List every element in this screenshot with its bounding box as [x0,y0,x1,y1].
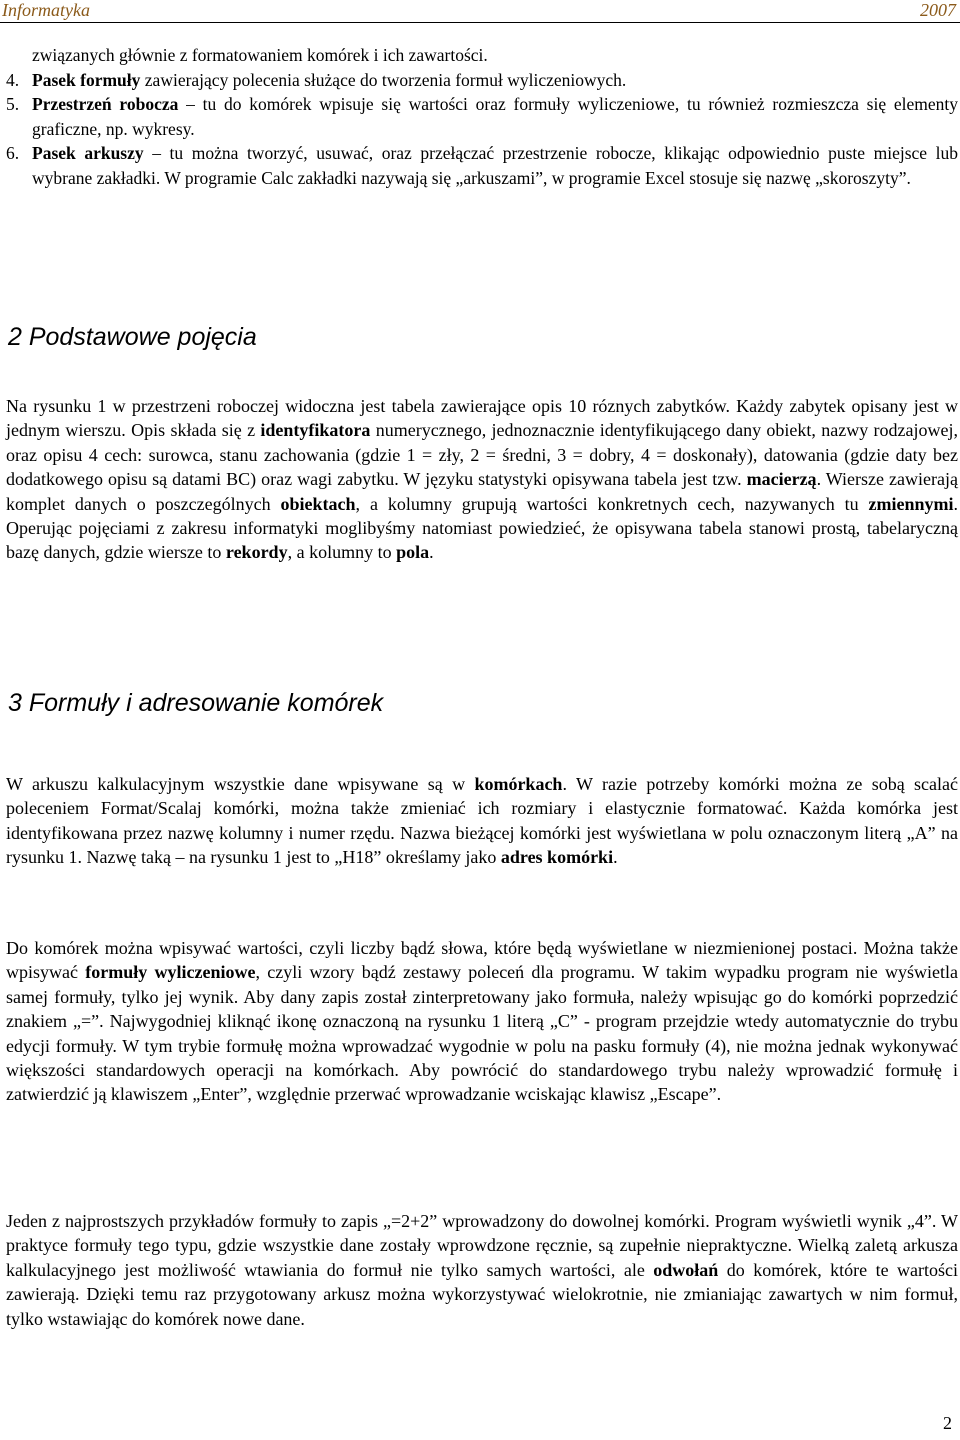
list-item-description: – tu do komórek wpisuje się wartości oraz formuły wyliczeniowe, tu również rozmieszcza się elementy graficzne, np. wykresy. [32,94,958,139]
list-item-description: zawierający polecenia służące do tworzenia formuł wyliczeniowych. [140,69,627,90]
header-year: 2007 [920,0,956,20]
text-run: Jeden z najprostszych przykładów formuły to zapis „=2+2” wprowadzony do dowolnej komórki. Program wyświetli wynik „4”. W praktyce formuły tego typu, gdzie wszystkie dane zostały wprowdzone ręcznie, są zupełnie niepraktyczne. Wielką zaletą arkusza kalkulacyjnego jest możliwość wtawiania do formuł nie tylko samych wartości, ale [6,1211,958,1280]
bold-term: macierzą [746,469,817,490]
section-3-paragraph-1 [6,772,958,870]
text-run: , a kolumny to [287,542,397,563]
list-item-term: Przestrzeń robocza [32,94,179,114]
header-subject: Informatyka [2,0,90,20]
bold-term: pola [396,542,430,563]
text-run: , czyli wzory bądź zestawy poleceń dla programu. W takim wypadku program nie wyświetla samej formuły, tylko jej wynik. Aby dany zapis został zinterpretowany jako formuła, należy wpisując go do komórki poprzedzić znakiem „=”. Najwygodniej kliknąć ikonę oznaczoną na rysunku 1 literą „C” - program przejdzie wtedy automatycznie do trybu edycji formuły. W tym trybie formułę można wprowadzać wygodnie w polu na pasku formuły (4), nie można jednak wykonywać większości standardowych operacji na komórkach. Aby powrócić do standardowego trybu należy wprowadzić formułę i zatwierdzić ją klawiszem „Enter”, względnie przerwać wprowadzanie wciskając klawisz „Escape”. [6,962,959,1105]
text-run: . W razie potrzeby komórki można ze sobą scalać poleceniem Format/Scalaj komórki, można także zmieniać ich rozmiary i elastycznie formatować. Każda komórka jest identyfikowana przez nazwę kolumny i numer rzędu. Nazwa bieżącej komórki jest wyświetlana w polu oznaczonym literą „A” na rysunku 1. Nazwę taką – na rysunku 1 jest to „H18” określamy jako [6,774,959,868]
page-number: 2 [943,1413,952,1433]
numbered-list [6,43,958,190]
section-2-heading: 2 Podstawowe pojęcia [8,323,257,351]
text-run: . [613,847,618,868]
text-run: . Wiersze zawierają komplet danych o poszczególnych [6,469,958,514]
list-item-number: 6. [6,143,20,163]
text-run: numerycznego, jednoznacznie identyfikującego dany obiekt, nazwy rodzajowej, oraz opisu 4 cech: surowca, stanu zachowania (gdzie 1 = zły, 2 = średni, 3 = dobry, 4 = doskonały), datowania (gdzie daty bez dodatkowego opisu są datami BC) oraz wagi zabytku. W języku statystyki opisywana tabela jest tzw. [6,420,958,490]
section-3-paragraph-3 [6,1209,958,1331]
bold-term: odwołań [653,1259,719,1280]
text-run: Do komórek można wpisywać wartości, czyli liczby bądź słowa, które będą wyświetlane w niezmienionej postaci. Można także wpisywać [6,938,958,983]
section-2-paragraph [6,394,958,565]
bold-term: identyfikatora [260,420,371,441]
list-item [6,68,958,93]
section-3-paragraph-2 [6,936,958,1107]
list-item-number: 4. [6,69,20,90]
list-item-description: – tu można tworzyć, usuwać, oraz przełączać przestrzenie robocze, klikając odpowiednio puste miejsce lub wybrane zakładki. W programie Calc zakładki nazywają się „arkuszami”, w programie Excel stosuje się nazwę „skoroszyty”. [32,143,959,188]
text-run: W arkuszu kalkulacyjnym wszystkie dane wpisywane są w [6,774,475,794]
list-item-text [32,68,958,93]
bold-term: komórkach [474,774,563,794]
list-item-term: Pasek formuły [32,69,141,90]
list-continuation: związanych głównie z formatowaniem komórek i ich zawartości. [32,45,488,65]
list-item [6,92,958,141]
bold-term: formuły wyliczeniowe [85,962,256,983]
text-run: Na rysunku 1 w przestrzeni roboczej widoczna jest tabela zawierające opis 10 róznych zabytków. Każdy zabytek opisany jest w jednym wierszu. Opis składa się z [6,396,958,441]
bold-term: rekordy [225,542,288,563]
bold-term: obiektach [280,493,356,514]
list-item [6,141,958,190]
list-item-term: Pasek arkuszy [32,143,144,163]
list-item-text [32,92,958,141]
bold-term: zmiennymi [868,493,954,514]
text-run: do komórek, które te wartości zawierają. Dzięki temu raz przygotowany arkusz można wykorzystywać wielokrotnie, nie zmianiając zawartych w nim formuł, tylko wstawiając do komórek nowe dane. [6,1259,958,1329]
section-3-heading: 3 Formuły i adresowanie komórek [8,689,384,717]
bold-term: adres komórki [500,847,614,868]
running-header [0,0,960,23]
list-item-number: 5. [6,94,20,114]
text-run: . Operując pojęciami z zakresu informatyki moglibyśmy natomiast powiedzieć, że opisywana tabela stanowi prostą, tabelaryczną bazę danych, gdzie wiersze to [6,493,958,563]
text-run: . [429,542,434,563]
text-run: , a kolumny grupują wartości konkretnych cech, nazywanych tu [355,493,869,514]
list-item-text [32,141,958,190]
